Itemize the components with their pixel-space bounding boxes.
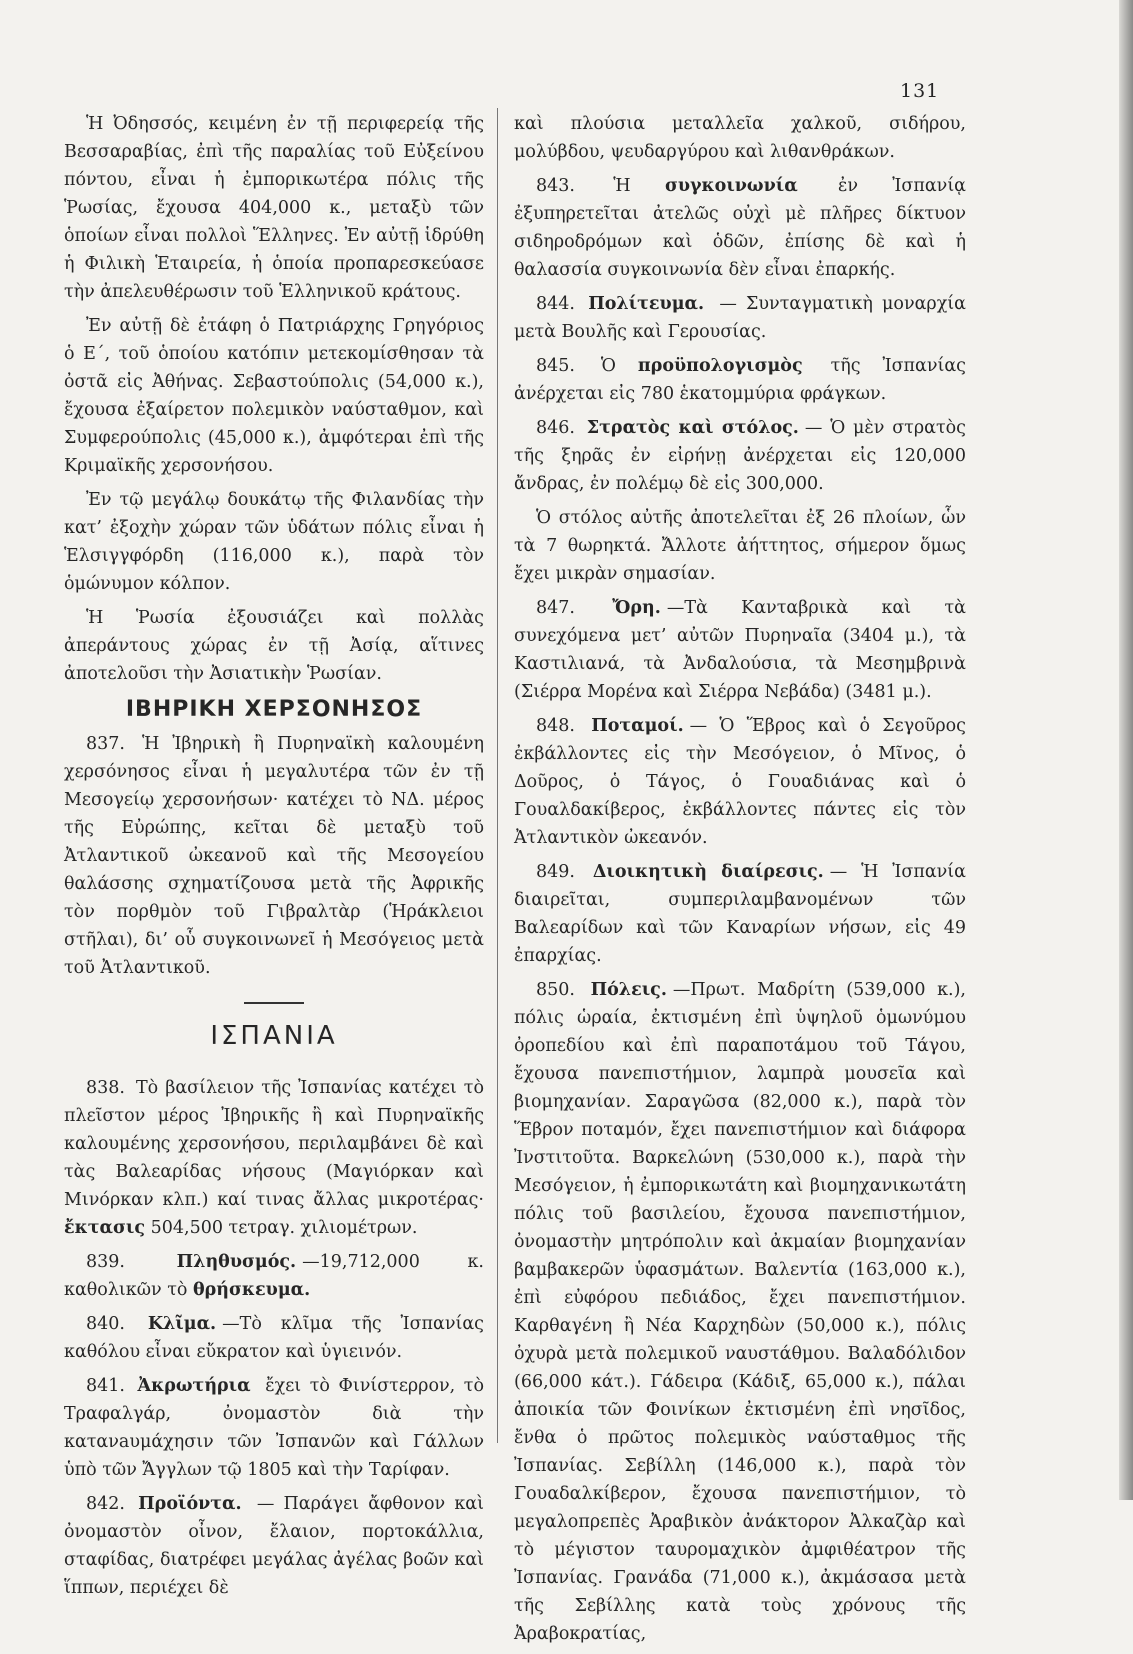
section-number: 847. — [536, 598, 575, 618]
section-text: Ἡ Ἰβηρικὴ ἢ Πυρηναϊκὴ καλουμένη χερσόνησος εἶναι ἡ μεγαλυτέρα τῶν ἐν τῇ Μεσογείῳ χερσονήσων· κατέχει τὸ ΝΔ. μέρος τῆς Εὐρώπης, κεῖται δὲ μεταξὺ τοῦ Ἀτλαντικοῦ ὠκεανοῦ καὶ τῆς Μεσογείου θαλάσσης σχηματίζουσα μετὰ τῆς Ἀφρικῆς τὸν πορθμὸν τοῦ Γιβραλτὰρ (Ἡράκλειοι στῆλαι), δι’ οὗ συγκοινωνεῖ ἡ Μεσόγειος μετὰ τοῦ Ἀτλαντικοῦ. — [64, 734, 484, 978]
section-text: —Τὰ Κανταβρικὰ καὶ τὰ συνεχόμενα μετ’ αὐτῶν Πυρηναῖα (3404 μ.), τὰ Καστιλιανά, τὰ Ἀνδαλούσια, τὰ Μεσημβρινὰ (Σιέρρα Μορένα καὶ Σιέρρα Νεβάδα) (3481 μ.). — [514, 598, 966, 702]
section-text: ἔχει τὸ Φινίστερρον, τὸ Τραφαλγάρ, ὀνομαστὸν διὰ τὴν κατανaυμάχησιν τῶν Ἰσπανῶν καὶ Γάλλων ὑπὸ τῶν Ἄγγλων τῷ 1805 καὶ τὴν Ταρίφαν. — [64, 1376, 484, 1480]
section-heading: Στρατὸς καὶ στόλος. — [586, 418, 799, 438]
section-heading: συγκοινωνία — [664, 176, 798, 196]
section-heading: Προϊόντα. — [138, 1494, 242, 1514]
section-text: —Πρωτ. Μαδρίτη (539,000 κ.), πόλις ὡραία, ἐκτισμένη ἐπὶ ὑψηλοῦ ὁμωνύμου ὀροπεδίου καὶ ἐπὶ παραποτάμου τοῦ Τάγου, ἔχουσα πανεπιστήμιον, λαμπρὰ μουσεῖα καὶ βιομηχανίαν. Σαραγῶσα (82,000 κ.), παρὰ τὸν Ἕβρον ποταμόν, ἔχει πανεπιστήμιον καὶ διάφορα Ἰνστιτοῦτα. Βαρκελώνη (530,000 κ.), παρὰ τὴν Μεσόγειον, ἡ ἐμπορικωτάτη καὶ βιομηχανικωτάτη πόλις τοῦ βασιλείου, ἔχουσα πανεπιστήμιον, ὀνομαστὴν μητρόπολιν καὶ ἀκμαίαν βιομηχανίαν βαμβακερῶν ὑφασμάτων. Βαλεντία (163,000 κ.), ἐπὶ εὐφόρου πεδιάδος, ἔχει πανεπιστήμιον. Καρθαγένη ἢ Νέα Καρχηδὼν (50,000 κ.), πόλις ὀχυρὰ μετὰ πολεμικοῦ ναυστάθμου. Βαλαδόλιδον (66,000 κάτ.). Γάδειρα (Κάδιξ, 65,000 κ.), πάλαι ἀποικία τῶν Φοινίκων ἐκτισμένη ἐπὶ νησῖδος, ἔνθα ὁ πρῶτος πολεμικὸς ναύσταθμος τῆς Ἰσπανίας. Σεβίλλη (146,000 κ.), παρὰ τὸν Γουαδαλκίβερον, ἔχουσα πανεπιστήμιον, τὸ μεγαλοπρεπὲς Ἀραβικὸν ἀνάκτορον Ἀλκαζὰρ καὶ τὸ μέγιστον ταυρομαχικὸν ἀμφιθέατρον τῆς Ἰσπανίας. Γρανάδα (71,000 κ.), ἀκμάσασα μετὰ τῆς Σεβίλλης κατὰ τοὺς χρόνους τῆς Ἀραβοκρατίας, — [514, 980, 966, 1644]
section-keyword: ἔκτασις — [64, 1218, 146, 1238]
section-844 — [514, 290, 966, 346]
section-text: — Ἡ Ἰσπανία διαιρεῖται, συμπεριλαμβανομένων τῶν Βαλεαρίδων καὶ τῶν Καναρίων νήσων, εἰς 49 ἐπαρχίας. — [514, 862, 966, 966]
section-heading: Ποταμοί. — [591, 716, 684, 736]
spain-heading: ΙΣΠΑΝΙΑ — [210, 1021, 338, 1051]
section-number: 843. — [536, 176, 575, 196]
section-846-fleet: Ὁ στόλος αὐτῆς ἀποτελεῖται ἐξ 26 πλοίων, ὧν τὰ 7 θωρηκτά. Ἄλλοτε ἀήττητος, σήμερον ὅμως ἔχει μικρὰν σημασίαν. — [514, 508, 966, 584]
section-840 — [64, 1310, 484, 1366]
section-number: 837. — [86, 734, 125, 754]
column-divider — [497, 108, 498, 1443]
section-850 — [514, 976, 966, 1648]
section-837 — [64, 730, 484, 982]
section-text: — Ὁ μὲν στρατὸς τῆς ξηρᾶς ἐν εἰρήνῃ ἀνέρχεται εἰς 120,000 ἄνδρας, ἐν πολέμῳ δὲ εἰς 300,000. — [514, 418, 966, 494]
section-text: — Ὁ Ἕβρος καὶ ὁ Σεγοῦρος ἐκβάλλοντες εἰς τὴν Μεσόγειον, ὁ Μῖνος, ὁ Δοῦρος, ὁ Τάγος, ὁ Γουαδιάνας καὶ ὁ Γουαλδακίβερος, ἐκβάλλοντες πάντες εἰς τὸν Ἀτλαντικὸν ὠκεανόν. — [514, 716, 966, 848]
paragraph-asia: Ἡ Ῥωσία ἐξουσιάζει καὶ πολλὰς ἀπεράντους χώρας ἐν τῇ Ἀσίᾳ, αἵτινες ἀποτελοῦσι τὴν Ἀσιατικὴν Ῥωσίαν. — [64, 608, 484, 684]
section-number: 838. — [86, 1078, 125, 1098]
section-heading: Κλῖμα. — [147, 1314, 217, 1334]
iberia-heading: ΙΒΗΡΙΚΗ ΧΕΡΣΟΝΗΣΟΣ — [125, 697, 423, 722]
section-heading: Ὄρη. — [612, 598, 661, 618]
section-heading: Ἀκρωτήρια — [137, 1376, 251, 1396]
paragraph-finland: Ἐν τῷ μεγάλῳ δουκάτῳ τῆς Φιλανδίας τὴν κατ’ ἐξοχὴν χώραν τῶν ὑδάτων πόλις εἶναι ἡ Ἑλσιγγφόρδη (116,000 κ.), παρὰ τὸν ὁμώνυμον κόλπον. — [64, 490, 484, 594]
page-number: 131 — [900, 80, 940, 102]
section-number: 840. — [86, 1314, 125, 1334]
section-number: 850. — [536, 980, 575, 1000]
section-heading: προϋπολογισμὸς — [637, 356, 803, 376]
section-841 — [64, 1372, 484, 1484]
section-number: 839. — [86, 1252, 125, 1272]
section-number: 848. — [536, 716, 575, 736]
section-prefix: Ὁ — [600, 356, 616, 376]
section-847 — [514, 594, 966, 706]
section-number: 845. — [536, 356, 575, 376]
section-heading: Πολίτευμα. — [588, 294, 705, 314]
section-prefix: Ἡ — [613, 176, 631, 196]
section-text: ἐν Ἰσπανίᾳ ἐξυπηρετεῖται ἀτελῶς οὐχὶ μὲ πλῆρες δίκτυον σιδηροδρόμων καὶ ὁδῶν, ἐπίσης δὲ καὶ ἡ θαλασσία συγκοινωνία δὲν εἶναι ἐπαρκής. — [514, 176, 966, 280]
page-edge — [1119, 0, 1133, 1500]
section-number: 849. — [536, 862, 575, 882]
section-839 — [64, 1248, 484, 1304]
section-text: Τὸ βασίλειον τῆς Ἰσπανίας κατέχει τὸ πλεῖστον μέρος Ἰβηρικῆς ἢ καὶ Πυρηναϊκῆς καλουμένης χερσονήσου, περιλαμβάνει δὲ καὶ τὰς Βαλεαρίδας νήσους (Μαγιόρκαν καὶ Μινόρκαν κλπ.) καί τινας ἄλλας μικροτέρας· — [64, 1078, 484, 1210]
section-number: 841. — [86, 1376, 125, 1396]
section-845 — [514, 352, 966, 408]
section-heading: Πληθυσμός. — [176, 1252, 297, 1272]
section-heading: Πόλεις. — [590, 980, 667, 1000]
section-number: 844. — [536, 294, 575, 314]
paragraph-odessa: Ἡ Ὀδησσός, κειμένη ἐν τῇ περιφερείᾳ τῆς Βεσσαραβίας, ἐπὶ τῆς παραλίας τοῦ Εὐξείνου πόντου, εἶναι ἡ ἐμπορικωτέρα πόλις τῆς Ῥωσίας, ἔχουσα 404,000 κ., μεταξὺ τῶν ὁποίων εἶναι πολλοὶ Ἕλληνες. Ἐν αὐτῇ ἱδρύθη ἡ Φιλικὴ Ἑταιρεία, ἡ ὁποία προπαρεσκεύασε τὴν ἀπελευθέρωσιν τοῦ Ἑλληνικοῦ κράτους. — [64, 114, 484, 302]
section-keyword: θρήσκευμα. — [192, 1280, 311, 1300]
section-rule — [244, 1002, 304, 1004]
section-text: — Συνταγματικὴ μοναρχία μετὰ Βουλῆς καὶ Γερουσίας. — [514, 294, 966, 342]
section-838 — [64, 1074, 484, 1242]
section-text: τῆς Ἰσπανίας ἀνέρχεται εἰς 780 ἑκατομμύρια φράγκων. — [514, 356, 966, 404]
section-848 — [514, 712, 966, 852]
section-text: —19,712,000 κ. καθολικῶν τὸ — [64, 1252, 484, 1300]
section-number: 846. — [536, 418, 575, 438]
section-text: —Τὸ κλῖμα τῆς Ἰσπανίας καθόλου εἶναι εὔκρατον καὶ ὑγιεινόν. — [64, 1314, 484, 1362]
section-846 — [514, 414, 966, 498]
paragraph-patriarch: Ἐν αὐτῇ δὲ ἐτάφη ὁ Πατριάρχης Γρηγόριος ὁ Ε΄, τοῦ ὁποίου κατόπιν μετεκομίσθησαν τὰ ὀστᾶ εἰς Ἀθήνας. Σεβαστούπολις (54,000 κ.), ἔχουσα ἐξαίρετον πολεμικὸν ναύσταθμον, καὶ Συμφερούπολις (45,000 κ.), ἀμφότεραι ἐπὶ τῆς Κριμαϊκῆς χερσονήσου. — [64, 316, 484, 476]
section-text-tail: 504,500 τετραγ. χιλιομέτρων. — [150, 1218, 418, 1238]
left-column — [64, 110, 484, 1608]
continuation-paragraph: καὶ πλούσια μεταλλεῖα χαλκοῦ, σιδήρου, μολύβδου, ψευδαργύρου καὶ λιθανθράκων. — [514, 114, 966, 162]
section-heading: Διοικητικὴ διαίρεσις. — [592, 862, 824, 882]
section-843 — [514, 172, 966, 284]
section-842 — [64, 1490, 484, 1602]
section-849 — [514, 858, 966, 970]
right-column — [514, 110, 966, 1654]
section-number: 842. — [86, 1494, 125, 1514]
section-text: — Παράγει ἄφθονον καὶ ὀνομαστὸν οἶνον, ἔλαιον, πορτοκάλλια, σταφίδας, διατρέφει μεγάλας ἀγέλας βοῶν καὶ ἵππων, περιέχει δὲ — [64, 1494, 484, 1598]
